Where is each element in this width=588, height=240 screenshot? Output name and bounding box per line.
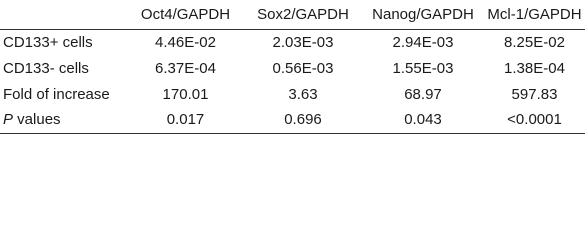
table-cell: 8.25E-02 xyxy=(504,33,565,51)
table-cell: 0.043 xyxy=(362,107,484,133)
header-row xyxy=(0,0,585,29)
header-cell-empty xyxy=(0,0,127,29)
table-cell: 0.696 xyxy=(244,107,362,133)
table-cell: 1.38E-04 xyxy=(504,59,565,77)
table-cell: 597.83 xyxy=(511,85,558,103)
table-cell: 2.94E-03 xyxy=(392,33,454,51)
table-row xyxy=(0,81,585,107)
row-label-rest: values xyxy=(13,111,61,129)
row-label-italic: P xyxy=(3,111,14,129)
table-cell: 0.017 xyxy=(127,107,244,133)
header-cell-nanog: Nanog/GAPDH xyxy=(362,0,484,29)
table-cell: 4.46E-02 xyxy=(155,33,216,51)
header-cell-oct4: Oct4/GAPDH xyxy=(127,0,244,29)
table-row xyxy=(0,107,585,133)
row-label xyxy=(0,107,127,133)
table-cell: 1.55E-03 xyxy=(392,59,454,77)
table-header xyxy=(0,0,585,29)
row-label: Fold of increase xyxy=(3,85,110,103)
table-cell: 68.97 xyxy=(404,85,442,103)
table-row xyxy=(0,55,585,81)
header-cell-sox2: Sox2/GAPDH xyxy=(244,0,362,29)
header-cell-mcl1: Mcl-1/GAPDH xyxy=(484,0,585,29)
table-cell: 6.37E-04 xyxy=(155,59,216,77)
table-cell: 3.63 xyxy=(288,85,318,103)
table-cell: 0.56E-03 xyxy=(272,59,334,77)
table-cell: 170.01 xyxy=(162,85,209,103)
table-cell: 2.03E-03 xyxy=(272,33,334,51)
table-body xyxy=(0,29,585,133)
table-cell: <0.0001 xyxy=(484,107,585,133)
row-label: CD133- cells xyxy=(3,59,89,77)
table-row xyxy=(0,29,585,55)
row-label: CD133+ cells xyxy=(3,33,93,51)
